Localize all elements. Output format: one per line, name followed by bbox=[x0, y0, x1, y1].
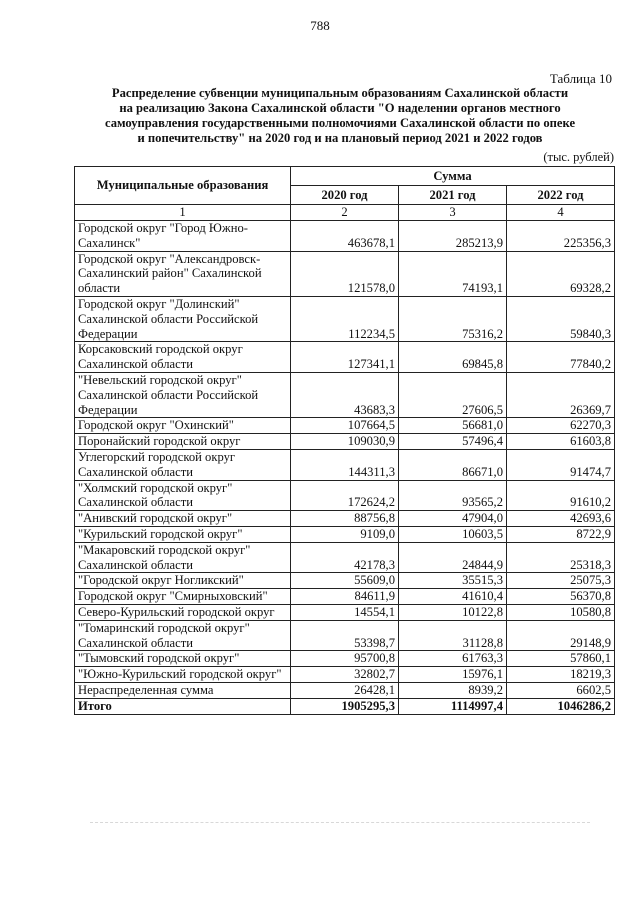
page-number: 788 bbox=[310, 18, 330, 33]
total-2021: 1114997,4 bbox=[399, 698, 507, 714]
total-row bbox=[75, 698, 615, 714]
value-2020: 463678,1 bbox=[291, 221, 399, 252]
value-2020: 109030,9 bbox=[291, 434, 399, 450]
value-2020: 144311,3 bbox=[291, 449, 399, 480]
total-2022: 1046286,2 bbox=[507, 698, 615, 714]
value-2021: 31128,8 bbox=[399, 620, 507, 651]
value-2022: 18219,3 bbox=[507, 667, 615, 683]
value-2022: 8722,9 bbox=[507, 526, 615, 542]
table-row bbox=[75, 682, 615, 698]
column-index: 2 bbox=[291, 205, 399, 221]
value-2021: 74193,1 bbox=[399, 251, 507, 296]
value-2021: 61763,3 bbox=[399, 651, 507, 667]
municipality-name: Северо-Курильский городской округ bbox=[75, 604, 291, 620]
value-2022: 57860,1 bbox=[507, 651, 615, 667]
municipality-name: "Томаринский городской округ" Сахалинской области bbox=[75, 620, 291, 651]
header-year-2022: 2022 год bbox=[507, 186, 615, 205]
value-2020: 42178,3 bbox=[291, 542, 399, 573]
value-2020: 84611,9 bbox=[291, 589, 399, 605]
municipality-name: Нераспределенная сумма bbox=[75, 682, 291, 698]
municipality-name: Городской округ "Город Южно-Сахалинск" bbox=[75, 221, 291, 252]
table-row bbox=[75, 651, 615, 667]
title-line: самоуправления государственными полномочиями Сахалинской области по опеке bbox=[104, 116, 576, 130]
value-2022: 59840,3 bbox=[507, 296, 615, 341]
scan-divider bbox=[90, 822, 590, 823]
table-row bbox=[75, 620, 615, 651]
column-index: 4 bbox=[507, 205, 615, 221]
units-label: (тыс. рублей) bbox=[543, 150, 614, 164]
value-2021: 47904,0 bbox=[399, 511, 507, 527]
value-2021: 10603,5 bbox=[399, 526, 507, 542]
table-row bbox=[75, 542, 615, 573]
municipality-name: "Анивский городской округ" bbox=[75, 511, 291, 527]
value-2020: 55609,0 bbox=[291, 573, 399, 589]
value-2021: 93565,2 bbox=[399, 480, 507, 511]
table-row bbox=[75, 604, 615, 620]
title-line: на реализацию Закона Сахалинской области "О наделении органов местного bbox=[119, 101, 561, 115]
table-row bbox=[75, 667, 615, 683]
value-2022: 6602,5 bbox=[507, 682, 615, 698]
table-row bbox=[75, 434, 615, 450]
value-2021: 8939,2 bbox=[399, 682, 507, 698]
value-2022: 42693,6 bbox=[507, 511, 615, 527]
value-2021: 24844,9 bbox=[399, 542, 507, 573]
document-title bbox=[60, 86, 620, 146]
value-2021: 10122,8 bbox=[399, 604, 507, 620]
value-2021: 75316,2 bbox=[399, 296, 507, 341]
municipality-name: Корсаковский городской округ Сахалинской области bbox=[75, 342, 291, 373]
municipality-name: Поронайский городской округ bbox=[75, 434, 291, 450]
municipality-name: Городской округ "Долинский" Сахалинской области Российской Федерации bbox=[75, 296, 291, 341]
value-2020: 121578,0 bbox=[291, 251, 399, 296]
municipality-name: "Курильский городской округ" bbox=[75, 526, 291, 542]
value-2021: 15976,1 bbox=[399, 667, 507, 683]
table-row bbox=[75, 418, 615, 434]
header-year-2020: 2020 год bbox=[291, 186, 399, 205]
value-2022: 61603,8 bbox=[507, 434, 615, 450]
value-2021: 57496,4 bbox=[399, 434, 507, 450]
total-2020: 1905295,3 bbox=[291, 698, 399, 714]
value-2020: 107664,5 bbox=[291, 418, 399, 434]
value-2020: 127341,1 bbox=[291, 342, 399, 373]
table-row bbox=[75, 526, 615, 542]
column-index: 1 bbox=[75, 205, 291, 221]
column-index: 3 bbox=[399, 205, 507, 221]
municipality-name: "Невельский городской округ" Сахалинской области Российской Федерации bbox=[75, 372, 291, 417]
header-year-2021: 2021 год bbox=[399, 186, 507, 205]
value-2020: 95700,8 bbox=[291, 651, 399, 667]
table-row bbox=[75, 372, 615, 417]
value-2022: 25318,3 bbox=[507, 542, 615, 573]
column-index-row bbox=[75, 205, 615, 221]
value-2021: 27606,5 bbox=[399, 372, 507, 417]
value-2021: 56681,0 bbox=[399, 418, 507, 434]
municipality-name: "Тымовский городской округ" bbox=[75, 651, 291, 667]
table-row bbox=[75, 449, 615, 480]
municipality-name: Городской округ "Александровск-Сахалинский район" Сахалинской области bbox=[75, 251, 291, 296]
value-2021: 69845,8 bbox=[399, 342, 507, 373]
value-2022: 26369,7 bbox=[507, 372, 615, 417]
municipality-name: "Холмский городской округ" Сахалинской области bbox=[75, 480, 291, 511]
value-2022: 225356,3 bbox=[507, 221, 615, 252]
table-row bbox=[75, 589, 615, 605]
value-2022: 77840,2 bbox=[507, 342, 615, 373]
value-2020: 53398,7 bbox=[291, 620, 399, 651]
header-sum: Сумма bbox=[291, 167, 615, 186]
value-2020: 26428,1 bbox=[291, 682, 399, 698]
table-body bbox=[75, 221, 615, 699]
municipality-name: "Южно-Курильский городской округ" bbox=[75, 667, 291, 683]
total-label: Итого bbox=[75, 698, 291, 714]
value-2020: 112234,5 bbox=[291, 296, 399, 341]
value-2022: 25075,3 bbox=[507, 573, 615, 589]
value-2020: 43683,3 bbox=[291, 372, 399, 417]
value-2021: 35515,3 bbox=[399, 573, 507, 589]
value-2022: 10580,8 bbox=[507, 604, 615, 620]
value-2022: 91610,2 bbox=[507, 480, 615, 511]
value-2020: 9109,0 bbox=[291, 526, 399, 542]
value-2020: 32802,7 bbox=[291, 667, 399, 683]
value-2021: 41610,4 bbox=[399, 589, 507, 605]
municipality-name: "Городской округ Ногликский" bbox=[75, 573, 291, 589]
table-row bbox=[75, 251, 615, 296]
value-2022: 69328,2 bbox=[507, 251, 615, 296]
value-2020: 14554,1 bbox=[291, 604, 399, 620]
value-2021: 285213,9 bbox=[399, 221, 507, 252]
subvention-table bbox=[74, 166, 615, 715]
value-2022: 91474,7 bbox=[507, 449, 615, 480]
header-municipal: Муниципальные образования bbox=[75, 167, 291, 205]
table-label: Таблица 10 bbox=[549, 71, 612, 86]
value-2020: 172624,2 bbox=[291, 480, 399, 511]
title-line: и попечительству" на 2020 год и на плановый период 2021 и 2022 годов bbox=[137, 131, 543, 145]
title-line: Распределение субвенции муниципальным образованиям Сахалинской области bbox=[111, 86, 569, 100]
table-row bbox=[75, 342, 615, 373]
table-row bbox=[75, 296, 615, 341]
table-row bbox=[75, 480, 615, 511]
value-2020: 88756,8 bbox=[291, 511, 399, 527]
table-row bbox=[75, 221, 615, 252]
value-2021: 86671,0 bbox=[399, 449, 507, 480]
table-row bbox=[75, 511, 615, 527]
value-2022: 29148,9 bbox=[507, 620, 615, 651]
municipality-name: Городской округ "Охинский" bbox=[75, 418, 291, 434]
municipality-name: Городской округ "Смирныховский" bbox=[75, 589, 291, 605]
value-2022: 56370,8 bbox=[507, 589, 615, 605]
municipality-name: "Макаровский городской округ" Сахалинской области bbox=[75, 542, 291, 573]
value-2022: 62270,3 bbox=[507, 418, 615, 434]
table-row bbox=[75, 573, 615, 589]
municipality-name: Углегорский городской округ Сахалинской области bbox=[75, 449, 291, 480]
